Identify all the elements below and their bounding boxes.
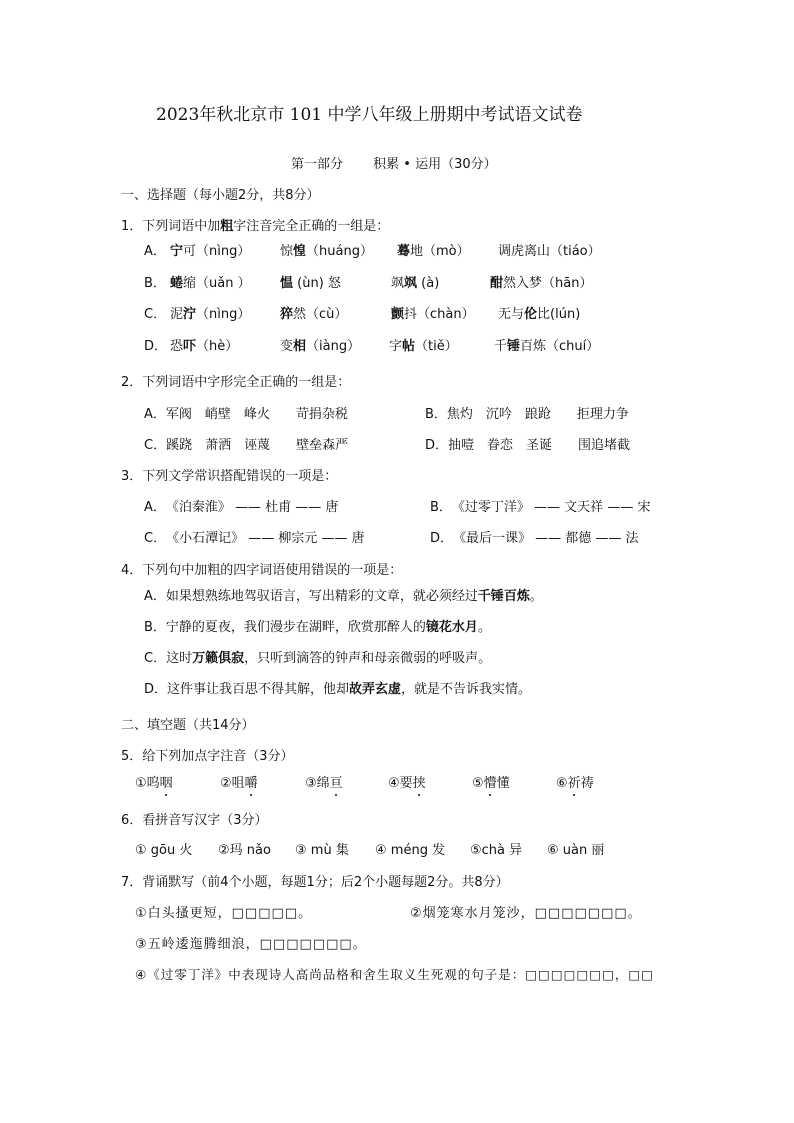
question-4-option-c: C．这时万籁俱寂，只听到滴答的钟声和母亲微弱的呼吸声。 bbox=[144, 651, 492, 666]
question-5-item: ④要挟 bbox=[388, 777, 426, 790]
question-7-line-1: ①白头搔更短，□□□□□。 bbox=[135, 906, 313, 921]
question-2-option-d: D．抽噎 眷恋 圣诞 围追堵截 bbox=[425, 438, 631, 453]
question-7-line-2: ②烟笼寒水月笼沙，□□□□□□□。 bbox=[410, 906, 642, 921]
emphasis-dot bbox=[489, 794, 491, 796]
question-2-option-c: C．蹊跷 萧洒 诬蔑 壁垒森严 bbox=[144, 438, 349, 453]
emphasis-dot bbox=[418, 794, 420, 796]
question-5-item: ②咀嚼 bbox=[220, 777, 258, 790]
question-3-option-b: B． 《过零丁洋》 —— 文天祥 —— 宋 bbox=[430, 500, 651, 515]
question-6-item: ④ méng 发 bbox=[375, 843, 446, 858]
part-label: 第一部分 bbox=[291, 157, 344, 172]
bold-char: 粗 bbox=[220, 219, 234, 234]
question-6-stem: 6．看拼音写汉字（3分） bbox=[121, 813, 268, 828]
question-2-stem: 2．下列词语中字形完全正确的一组是： bbox=[121, 375, 351, 390]
question-3-option-d: D． 《最后一课》 —— 都德 —— 法 bbox=[430, 531, 639, 546]
question-4-option-b: B．宁静的夏夜，我们漫步在湖畔，欣赏那醉人的镜花水月。 bbox=[144, 620, 491, 635]
question-3-option-a: A． 《泊秦淮》 —— 杜甫 —— 唐 bbox=[144, 500, 339, 515]
emphasis-dot bbox=[573, 794, 575, 796]
question-2-option-b: B．焦灼 沉吟 踉跄 拒理力争 bbox=[425, 407, 629, 422]
question-6-item: ③ mù 集 bbox=[295, 843, 349, 858]
section-heading-fill: 二、填空题（共14分） bbox=[121, 718, 255, 733]
question-6-item: ① gōu 火 bbox=[135, 843, 193, 858]
question-4-stem: 4．下列句中加粗的四字词语使用错误的一项是： bbox=[121, 563, 403, 578]
question-4-option-a: A．如果想熟练地驾驭语言，写出精彩的文章，就必须经过千锤百炼。 bbox=[144, 589, 543, 604]
question-2-option-a: A．军阀 峭壁 峰火 苛捐杂税 bbox=[144, 407, 348, 422]
question-6-item: ⑥ uàn 丽 bbox=[547, 843, 605, 858]
page-title: 2023年秋北京市 101 中学八年级上册期中考试语文试卷 bbox=[156, 105, 583, 125]
emphasis-dot bbox=[250, 794, 252, 796]
emphasis-dot bbox=[335, 794, 337, 796]
question-5-stem: 5．给下列加点字注音（3分） bbox=[121, 749, 294, 764]
question-7-line-3: ③五岭逶迤腾细浪，□□□□□□□。 bbox=[135, 937, 367, 952]
question-7-line-4: ④《过零丁洋》中表现诗人高尚品格和舍生取义生死观的句子是：□□□□□□□，□□ bbox=[135, 967, 655, 982]
question-6-item: ⑤chà 异 bbox=[470, 843, 523, 858]
question-3-option-c: C． 《小石潭记》 —— 柳宗元 —— 唐 bbox=[144, 531, 365, 546]
question-5-item: ⑥祈 祷 bbox=[556, 777, 594, 790]
section-heading-choice: 一、选择题（每小题2分，共8分） bbox=[121, 188, 320, 203]
question-4-option-d: D．这件事让我百思不得其解，他却故弄玄虚，就是不告诉我实情。 bbox=[144, 682, 532, 697]
question-3-stem: 3．下列文学常识搭配错误的一项是： bbox=[121, 469, 338, 484]
question-6-item: ②玛 nǎo bbox=[218, 843, 271, 858]
question-5-item: ⑤懵 懂 bbox=[472, 777, 510, 790]
question-5-item: ①呜咽 bbox=[135, 777, 173, 790]
question-1-stem: 1．下列词语中加粗字注音完全正确的一组是： bbox=[121, 219, 390, 234]
emphasis-dot bbox=[165, 794, 167, 796]
question-7-stem: 7．背诵默写（前4个小题，每题1分；后2个小题每题2分。共8分） bbox=[121, 875, 509, 890]
part-heading bbox=[291, 158, 497, 171]
question-5-item: ③绵亘 bbox=[305, 777, 343, 790]
part-name: 积累 • 运用（30分） bbox=[373, 157, 497, 172]
